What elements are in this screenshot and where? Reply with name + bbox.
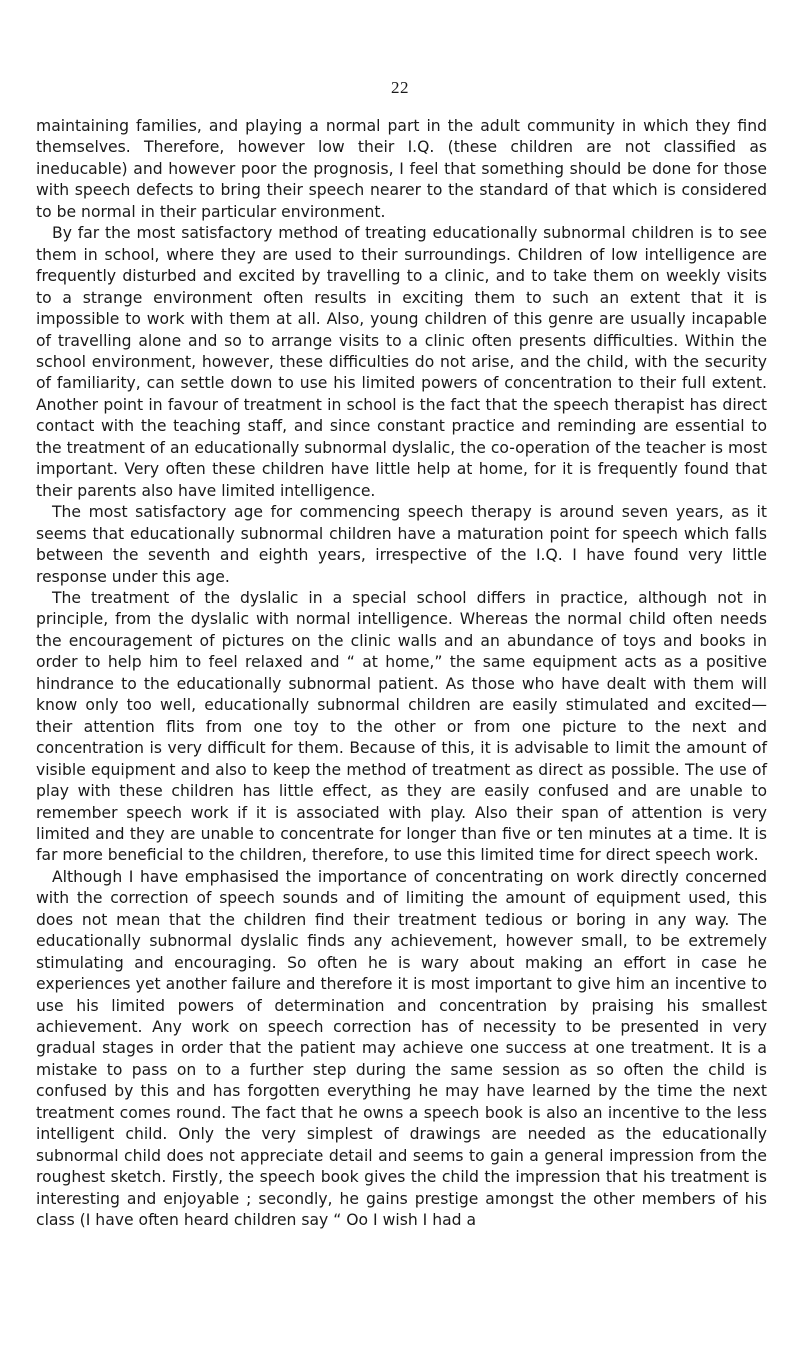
body-text	[36, 116, 767, 1232]
paragraph: The most satisfactory age for commencing speech therapy is around seven years, as it seems that educationally subnormal children have a maturation point for speech which falls between the seventh and eighth years, irrespective of the I.Q. I have found very little response under this age.	[36, 503, 767, 586]
paragraph: maintaining families, and playing a normal part in the adult community in which they find themselves. Therefore, however low their I.Q. (these children are not classified as ineducable) and however poor the prognosis, I feel that something should be done for those with speech defects to bring their speech nearer to the standard of that which is considered to be normal in their particular environment.	[36, 117, 767, 221]
paragraph: The treatment of the dyslalic in a special school differs in practice, although not in principle, from the dyslalic with normal intelligence. Whereas the normal child often needs the encouragement of pictures on the clinic walls and an abundance of toys and books in order to help him to feel relaxed and “ at home,” the same equipment acts as a positive hindrance to the educationally subnormal patient. As those who have dealt with them will know only too well, educationally subnormal children are easily stimulated and excited—their attention flits from one toy to the other or from one picture to the next and concentration is very difficult for them. Because of this, it is advisable to limit the amount of visible equipment and also to keep the method of treatment as direct as possible. The use of play with these children has little effect, as they are easily confused and are unable to remember speech work if it is associated with play. Also their span of attention is very limited and they are unable to concentrate for longer than five or ten minutes at a time. It is far more beneficial to the children, therefore, to use this limited time for direct speech work.	[36, 588, 767, 865]
page-number: 22	[391, 78, 409, 97]
paragraph: By far the most satisfactory method of treating educationally subnormal children is to see them in school, where they are used to their surroundings. Children of low intelligence are frequently disturbed and excited by travelling to a clinic, and to take them on weekly visits to a strange environment often results in exciting them to such an extent that it is impossible to work with them at all. Also, young children of this genre are usually incapable of travelling alone and so to arrange visits to a clinic often presents difficulties. Within the school environment, however, these difficulties do not arise, and the child, with the security of familiarity, can settle down to use his limited powers of concentration to their full extent. Another point in favour of treatment in school is the fact that the speech therapist has direct contact with the teaching staff, and since constant practice and reminding are essential to the treatment of an educationally subnormal dyslalic, the co-operation of the teacher is most important. Very often these children have little help at home, for it is frequently found that their parents also have limited intelligence.	[36, 224, 767, 500]
paragraph: Although I have emphasised the importance of concentrating on work directly concerned with the correction of speech sounds and of limiting the amount of equipment used, this does not mean that the children find their treatment tedious or boring in any way. The educationally subnormal dyslalic finds any achievement, however small, to be extremely stimulating and encouraging. So often he is wary about making an effort in case he experiences yet another failure and therefore it is most important to give him an incentive to use his limited powers of determination and concentration by praising his smallest achievement. Any work on speech correction has of necessity to be presented in very gradual stages in order that the patient may achieve one success at one treatment. It is a mistake to pass on to a further step during the same session as so often the child is confused by this and has forgotten everything he may have learned by the time the next treatment comes round. The fact that he owns a speech book is also an incentive to the less intelligent child. Only the very simplest of drawings are needed as the educationally subnormal child does not appreciate detail and seems to gain a general impression from the roughest sketch. Firstly, the speech book gives the child the impression that his treatment is interesting and enjoyable ; secondly, he gains prestige amongst the other members of his class (I have often heard children say “ Oo I wish I had a	[36, 867, 767, 1230]
